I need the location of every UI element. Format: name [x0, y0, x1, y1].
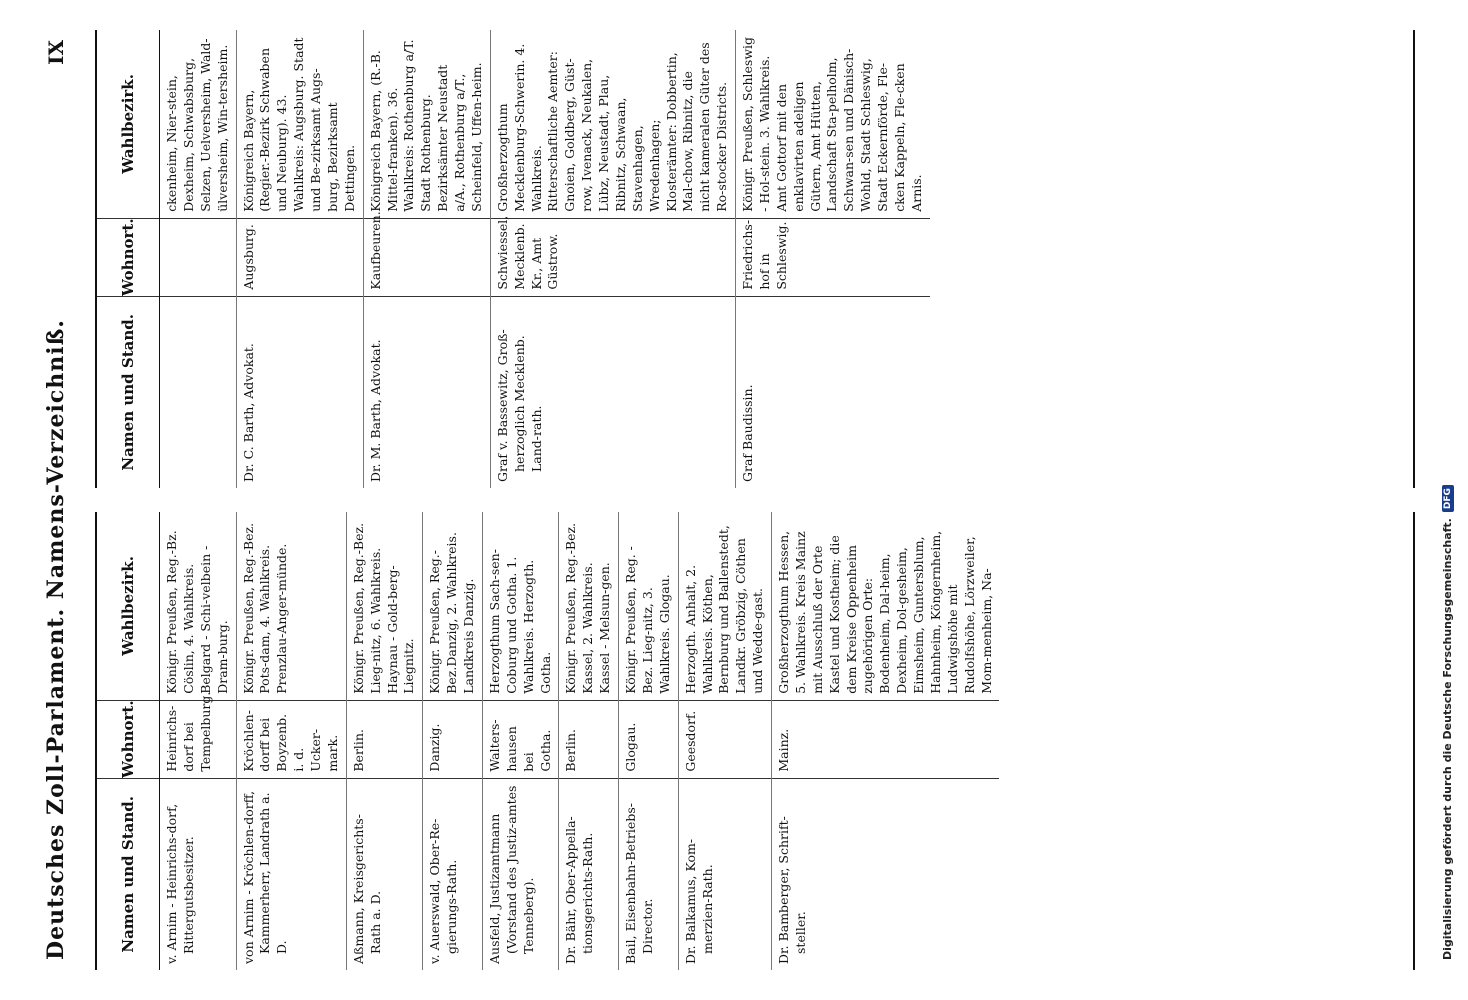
member-district: Königr. Preußen, Reg.-Bez. Kassel, 2. Wahlkreis. Kassel - Melsun-gen. — [563, 522, 613, 694]
member-district: Großherzogthum Mecklenburg-Schwerin. 4. Wahlkreis. Ritterschaftliche Aemter: Gnoien, Goldberg, Güst-row, Ivenack, Neukalen, Lübz, Neustadt, Plau, Ribnitz, Schwaan, Stavenhagen, Wredenhagen; Klosterämter: Dobbertin, Mal-chow, Ribnitz, die nicht kameralen Güter des Ro-stocker Districts. — [494, 42, 730, 212]
member-district: Königr. Preußen, Reg.-Bz. Cöslin, 4. Wahlkreis. Belgard - Schi-velbein - Dram-burg. — [164, 530, 230, 694]
table-row — [491, 30, 736, 488]
dfg-logo-badge: DFG — [1442, 485, 1454, 512]
table-row — [423, 512, 483, 970]
member-residence: Berlin. — [559, 700, 618, 778]
right-table-rows — [160, 30, 1413, 488]
table-row — [237, 512, 347, 970]
member-name: v. Arnim - Heinrichs-dorf, Rittergutsbesitzer. — [160, 778, 236, 970]
table-row — [160, 512, 237, 970]
member-residence: Kröchlen-dorff bei Boyzenb. i. d. Ucker-mark. — [237, 700, 346, 778]
member-residence: Geesdorf. — [679, 700, 771, 778]
column-header-name: Namen und Stand. — [97, 296, 159, 488]
left-table-header — [97, 512, 160, 970]
member-residence: Augsburg. — [237, 218, 363, 296]
member-name: Dr. C. Barth, Advokat. — [237, 296, 363, 488]
member-residence: Danzig. — [423, 700, 482, 778]
member-district: Königr. Preußen, Reg.-Bez. Lieg-nitz, 6. Wahlkreis. Haynau - Gold-berg-Liegnitz. — [350, 522, 417, 694]
member-district: Königreich Bayern, (R.-B. Mittel-franken). 36. Wahlkreis: Rothenburg a/T. Stadt Rothenburg. Bezirksämter Neustadt a/A., Rothenburg a/T., Scheinfeld, Uffen-heim. — [367, 39, 484, 212]
member-residence: Friedrichs-hof in Schleswig. — [736, 218, 930, 296]
left-table — [95, 512, 1415, 970]
page-number: IX — [44, 40, 68, 65]
right-table — [95, 30, 1415, 488]
table-row — [364, 30, 491, 488]
table-row — [237, 30, 364, 488]
member-residence: Heinrichs-dorf bei Tempelburg. — [160, 700, 236, 778]
member-residence: Glogau. — [619, 700, 678, 778]
member-name — [160, 296, 236, 488]
column-header-district: Wahlbezirk. — [119, 556, 137, 656]
member-residence — [160, 218, 236, 296]
member-district: ckenheim, Nier-stein, Dexheim, Schwabsburg, Selzen, Uelversheim, Wald-ülversheim, Win-tersheim. — [164, 38, 230, 212]
member-district: Königr. Preußen, Reg. - Bez. Lieg-nitz, 3. Wahlkreis. Glogau. — [623, 546, 672, 694]
table-row — [347, 512, 424, 970]
member-name: von Arnim - Kröchlen-dorff, Kammerherr, Landrath a. D. — [237, 778, 346, 970]
member-name: v. Auerswald, Ober-Re-gierungs-Rath. — [423, 778, 482, 970]
column-header-residence: Wohnort. — [97, 700, 159, 778]
column-header-district: Wahlbezirk. — [119, 74, 137, 174]
digitization-note: Digitalisierung gefördert durch die Deutsche Forschungsgemeinschaft. — [1441, 518, 1454, 960]
table-row — [736, 30, 930, 488]
member-name: Bail, Eisenbahn-Betriebs-Director. — [619, 778, 678, 970]
left-table-rows — [160, 512, 1413, 970]
member-residence: Kaufbeuren. — [364, 218, 490, 296]
member-name: Dr. Bähr, Ober-Appella-tionsgerichts-Rath. — [559, 778, 618, 970]
table-row — [772, 512, 999, 970]
member-district: Herzogth. Anhalt, 2. Wahlkreis. Köthen, Bernburg und Ballenstedt, Landkr. Gröbzig, Cöthen und Wedde-gast. — [682, 525, 766, 694]
table-row — [160, 30, 237, 488]
table-row — [679, 512, 772, 970]
member-residence: Berlin. — [347, 700, 423, 778]
column-header-residence: Wohnort. — [97, 218, 159, 296]
member-name: Dr. Balkamus, Kom-merzien-Rath. — [679, 778, 771, 970]
table-columns — [95, 30, 1415, 970]
member-district: Herzogthum Sach-sen-Coburg und Gotha. 1. Wahlkreis. Herzogth. Gotha. — [486, 549, 553, 694]
member-name: Dr. Bamberger, Schrift-steller. — [772, 778, 999, 970]
digitization-footer — [1441, 485, 1454, 960]
member-name: Graf v. Bassewitz, Groß-herzoglich Mecklenb. Land-rath. — [491, 296, 735, 488]
member-district: Königreich Bayern, (Regier.-Bezirk Schwaben und Neuburg). 43. Wahlkreis: Augsburg. Stadt und Be-zirksamt Augs-burg, Bezirksamt Dettingen. — [240, 37, 357, 212]
member-residence: Mainz. — [772, 700, 999, 778]
table-row — [619, 512, 679, 970]
page-header — [38, 40, 74, 960]
right-table-header — [97, 30, 160, 488]
table-row — [483, 512, 560, 970]
member-name: Graf Baudissin. — [736, 296, 930, 488]
member-district: Königr. Preußen, Reg.-Bez. Pots-dam, 4. Wahlkreis. Prenzlau-Anger-münde. — [240, 522, 290, 694]
table-row — [559, 512, 619, 970]
member-residence: Schwiessel, Mecklenb. Kr., Amt Güstrow. — [491, 218, 735, 296]
column-header-name: Namen und Stand. — [97, 778, 159, 970]
page-title: Deutsches Zoll-Parlament. Namens-Verzeichniß. — [43, 319, 69, 960]
member-name: Ausfeld, Justizamtmann (Vorstand des Justiz-amtes Tenneberg). — [483, 778, 559, 970]
member-residence: Walters-hausen bei Gotha. — [483, 700, 559, 778]
member-district: Königr. Preußen, Schleswig - Hol-stein. 3. Wahlkreis. Amt Gottorf mit den enklavirten adeligen Gütern, Amt Hütten, Landschaft Sta-pelholm, Schwan-sen und Dänisch-Wohld, Stadt Schleswig, Stadt Eckernförde, Fle-cken Kappeln, Fle-cken Arnis. — [740, 36, 924, 212]
member-name: Aßmann, Kreisgerichts-Rath a. D. — [347, 778, 423, 970]
member-district: Großherzogthum Hessen, 5. Wahlkreis. Kreis Mainz mit Ausschluß der Orte Kastel und Kostheim; die dem Kreise Oppenheim zugehörigen Orte: Bodenheim, Dal-heim, Dexheim, Dol-gesheim, Eimsheim, Guntersblum, Hahnheim, Köngernheim, Ludwigshöhe mit Rudolfshöhe, Lörzweiler, Mom-menheim, Na- — [776, 530, 994, 694]
member-name: Dr. M. Barth, Advokat. — [364, 296, 490, 488]
member-district: Königr. Preußen, Reg.-Bez.Danzig, 2. Wahlkreis. Landkreis Danzig. — [427, 532, 476, 694]
